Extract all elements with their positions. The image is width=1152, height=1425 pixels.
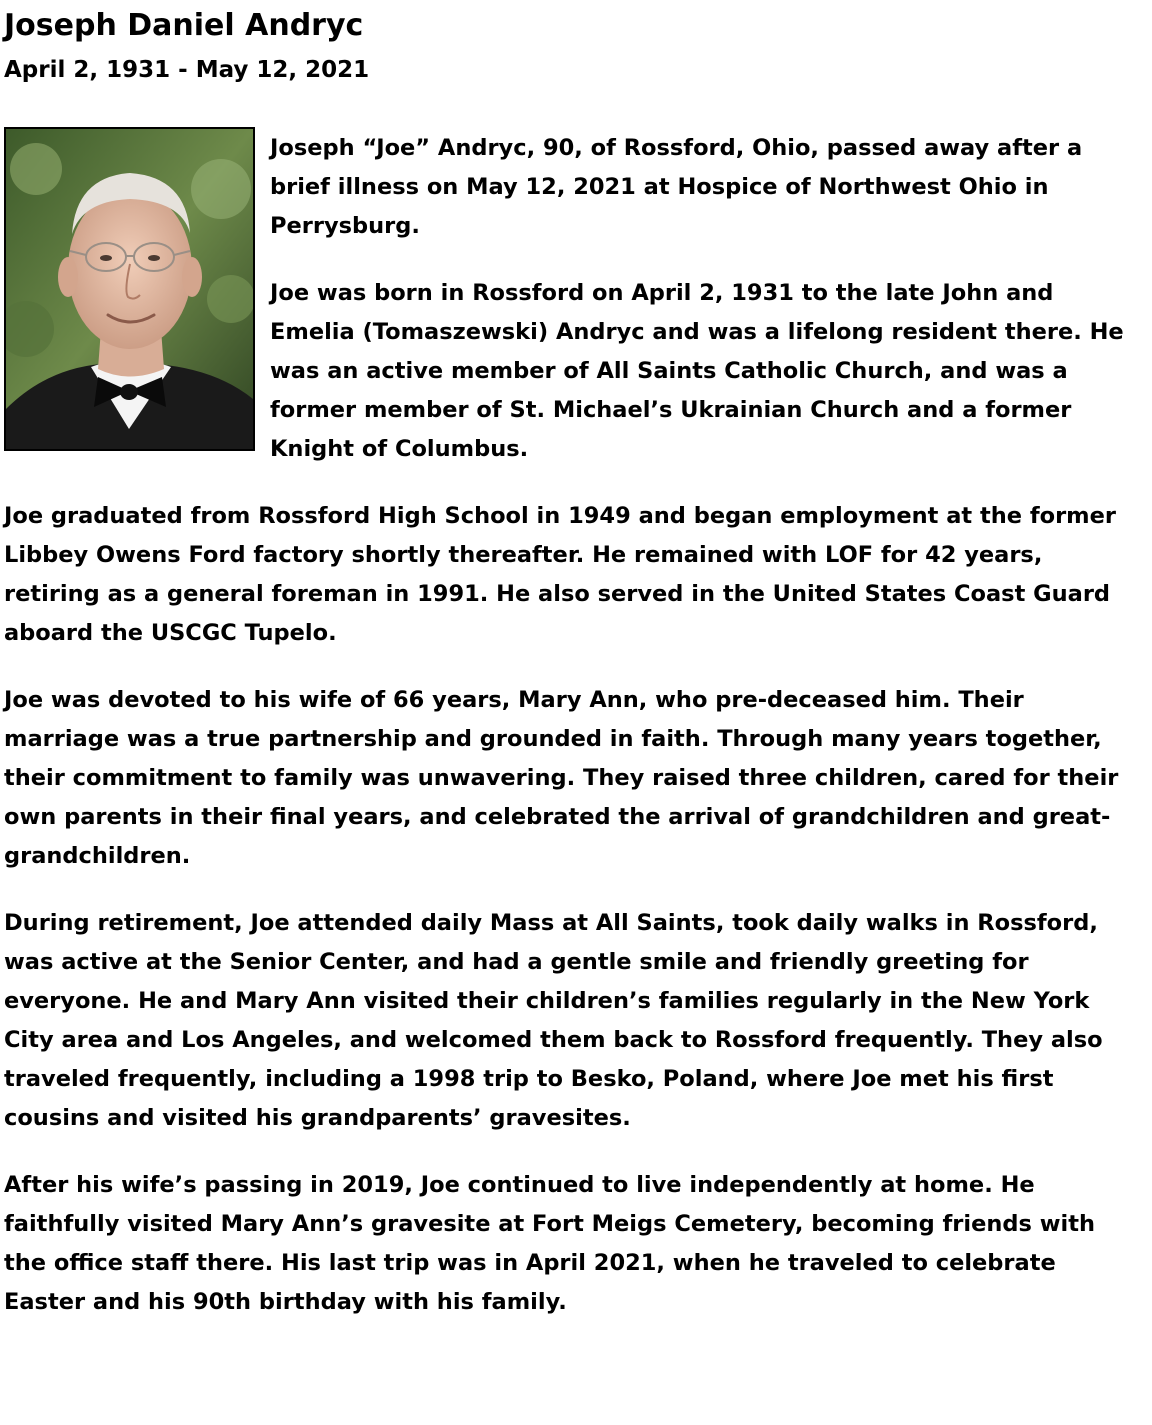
- portrait-icon: [6, 129, 253, 449]
- paragraph-final-years: After his wife’s passing in 2019, Joe continued to live independently at home. He faithfully visited Mary Ann’s gravesite at Fort Meigs Cemetery, becoming friends with the office staff there. His last trip was in April 2021, when he traveled to celebrate Easter and his 90th birthday with his family.: [4, 1172, 1095, 1315]
- paragraph-retirement: During retirement, Joe attended daily Mass at All Saints, took daily walks in Rossford, was active at the Senior Center, and had a gentle smile and friendly greeting for everyone. He and Mary Ann visited their children’s families regularly in the New York City area and Los Angeles, and welcomed them back to Rossford frequently. They also traveled frequently, including a 1998 trip to Besko, Poland, where Joe met his first cousins and visited his grandparents’ gravesites.: [4, 910, 1103, 1131]
- paragraph-family: Joe was devoted to his wife of 66 years, Mary Ann, who pre-deceased him. Their marriage was a true partnership and grounded in faith. Through many years together, their commitment to family was unwavering. They raised three children, cared for their own parents in their final years, and celebrated the arrival of grandchildren and great-grandchildren.: [4, 687, 1119, 869]
- life-dates: April 2, 1931 - May 12, 2021: [4, 57, 370, 83]
- paragraph-intro: Joseph “Joe” Andryc, 90, of Rossford, Ohio, passed away after a brief illness on May 12, 2021 at Hospice of Northwest Ohio in Perrysburg.: [270, 135, 1083, 239]
- portrait-photo: [4, 127, 255, 451]
- page-title: Joseph Daniel Andryc: [4, 8, 364, 43]
- paragraph-career: Joe graduated from Rossford High School in 1949 and began employment at the former Libbey Owens Ford factory shortly thereafter. He remained with LOF for 42 years, retiring as a general foreman in 1991. He also served in the United States Coast Guard aboard the USCGC Tupelo.: [4, 503, 1116, 646]
- paragraph-early-life: Joe was born in Rossford on April 2, 1931 to the late John and Emelia (Tomaszewski) Andryc and was a lifelong resident there. He was an active member of All Saints Catholic Church, and was a former member of St. Michael’s Ukrainian Church and a former Knight of Columbus.: [270, 280, 1124, 462]
- obituary-body: [4, 129, 1144, 1350]
